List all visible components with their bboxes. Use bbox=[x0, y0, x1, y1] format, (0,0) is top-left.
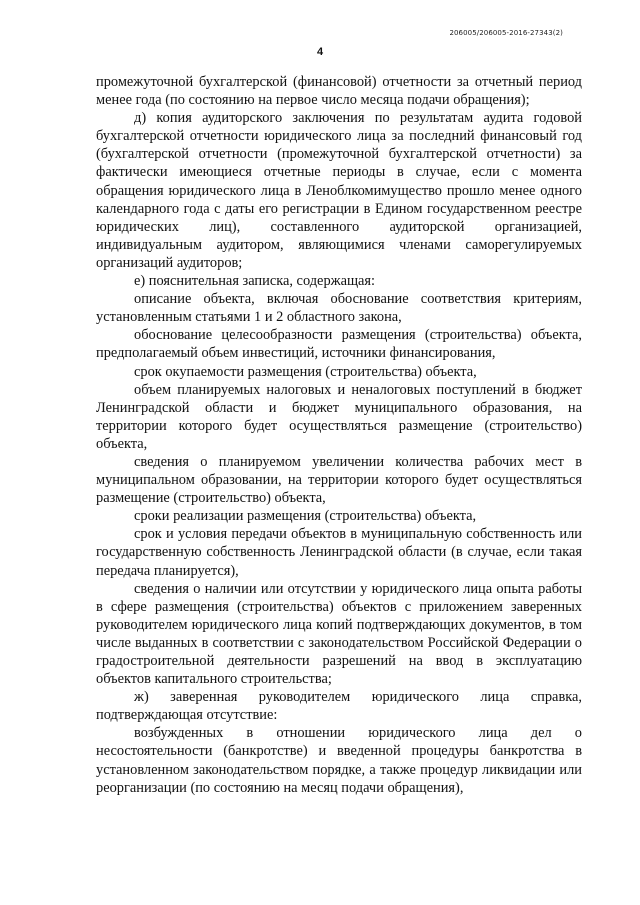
paragraph: сведения о наличии или отсутствии у юридического лица опыта работы в сфере размещения (строительства) объектов с приложением заверенных руководителем юридического лица копий подтверждающих документов, в том числе выданных в соответствии с законодательством Российской Федерации о градостроительной деятельности разрешений на ввод в эксплуатацию объектов капитального строительства; bbox=[96, 580, 582, 688]
paragraph: д) копия аудиторского заключения по результатам аудита годовой бухгалтерской отчетности юридического лица за последний финансовый год (бухгалтерской отчетности (промежуточной бухгалтерской отчетности) за фактически имеющиеся отчетные периоды в случае, если с момента обращения юридического лица в Леноблкомимущество прошло менее одного календарного года с даты его регистрации в Едином государственном реестре юридических лиц), составленного аудиторской организацией, индивидуальным аудитором, являющимися членами саморегулируемых организаций аудиторов; bbox=[96, 110, 582, 271]
document-id: 206005/206005-2016-27343(2) bbox=[449, 29, 563, 37]
paragraph: срок и условия передачи объектов в муниципальную собственность или государственную собственность Ленинградской области (в случае, если такая передача планируется), bbox=[96, 526, 582, 579]
paragraph: срок окупаемости размещения (строительства) объекта, bbox=[134, 363, 477, 380]
paragraph: возбужденных в отношении юридического лица дел о несостоятельности (банкротстве) и введенной процедуры банкротства в установленном законодательством порядке, а также процедур ликвидации или реорганизации (по состоянию на месяц подачи обращения), bbox=[96, 725, 582, 796]
paragraph: сроки реализации размещения (строительства) объекта, bbox=[134, 508, 477, 525]
paragraph: ж) заверенная руководителем юридического лица справка, подтверждающая отсутствие: bbox=[96, 689, 582, 724]
paragraph: обоснование целесообразности размещения (строительства) объекта, предполагаемый объем инвестиций, источники финансирования, bbox=[96, 327, 582, 362]
paragraph: сведения о планируемом увеличении количества рабочих мест в муниципальном образовании, на территории которого будет осуществляться размещение (строительство) объекта, bbox=[96, 453, 582, 507]
paragraph: объем планируемых налоговых и неналоговых поступлений в бюджет Ленинградской области и бюджет муниципального образования, на территории которого будет осуществляться размещение (строительство) объекта, bbox=[96, 381, 582, 452]
document-body bbox=[96, 73, 582, 797]
paragraph: описание объекта, включая обоснование соответствия критериям, установленным статьями 1 и 2 областного закона, bbox=[96, 291, 582, 326]
paragraph: промежуточной бухгалтерской (финансовой) отчетности за отчетный период менее года (по состоянию на первое число месяца подачи обращения); bbox=[96, 74, 582, 109]
paragraph: е) пояснительная записка, содержащая: bbox=[134, 273, 376, 290]
page-number: 4 bbox=[316, 46, 324, 58]
